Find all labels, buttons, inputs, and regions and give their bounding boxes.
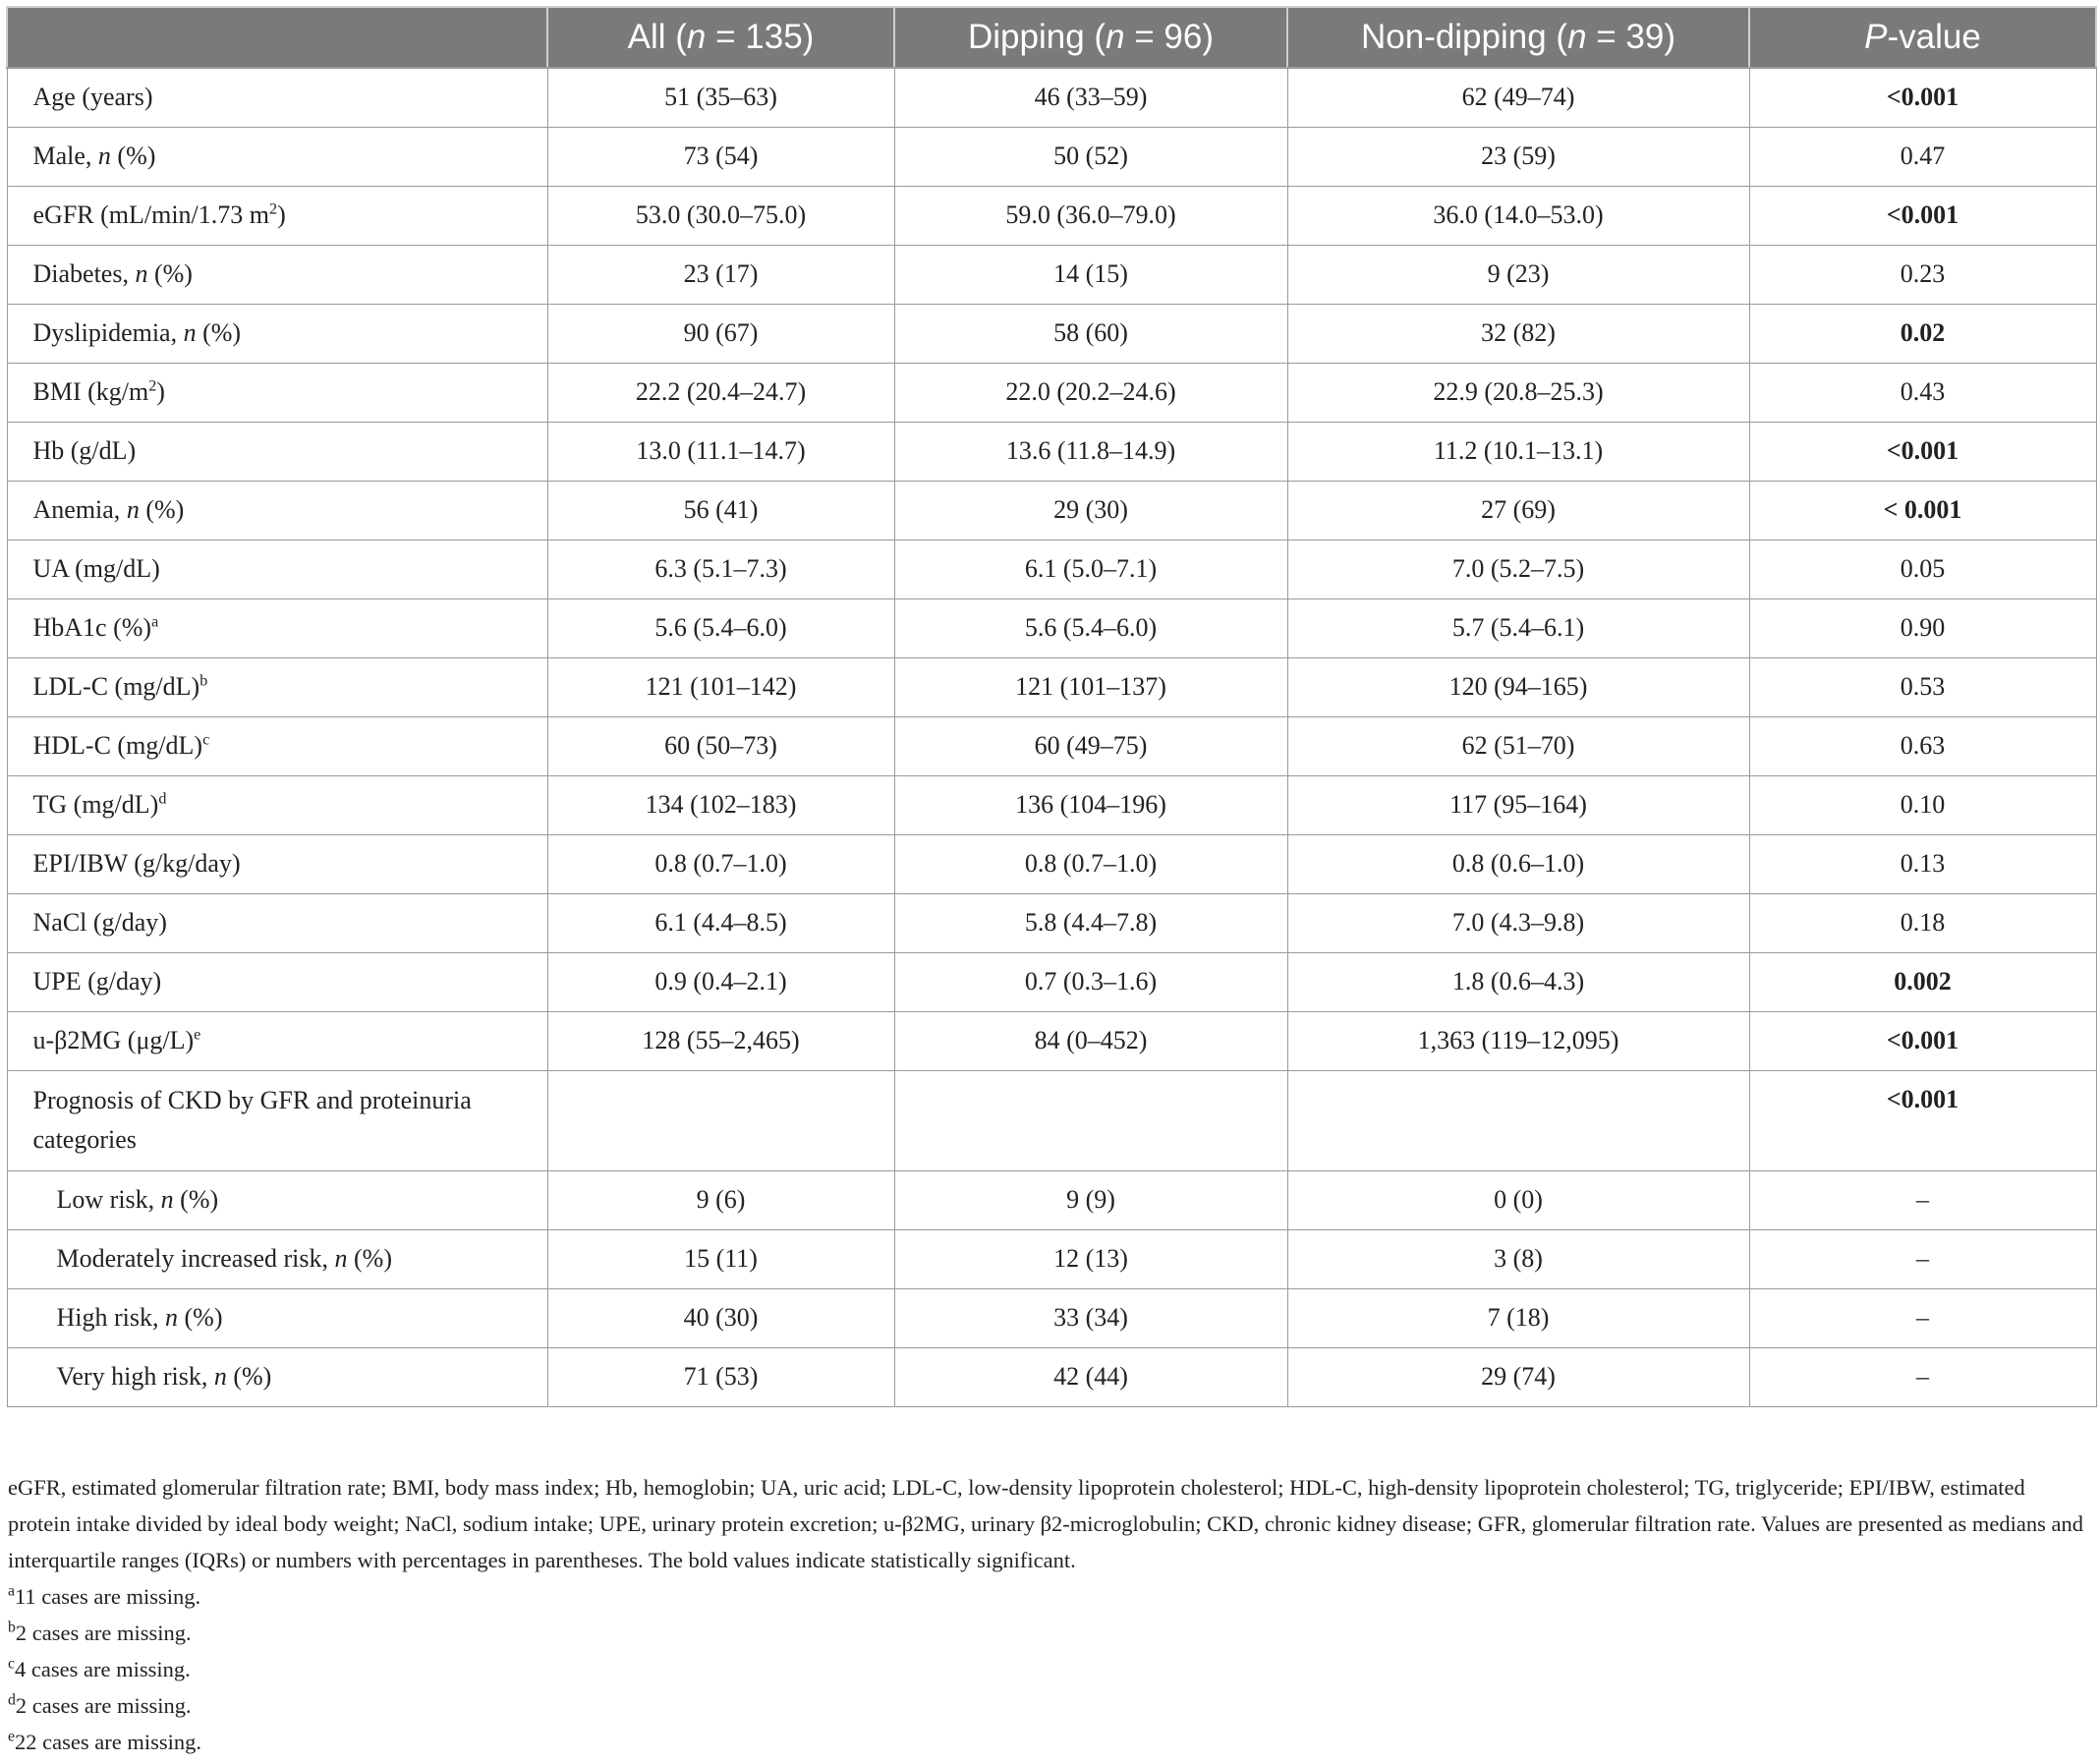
value-dipping: 14 (15) bbox=[894, 245, 1287, 304]
row-label: LDL-C $(mg/dL)^b$ bbox=[7, 657, 547, 716]
p-value: <0.001 bbox=[1749, 1070, 2096, 1170]
footnote-text: 2 cases are missing. bbox=[15, 1621, 192, 1645]
p-value: 0.53 bbox=[1749, 657, 2096, 716]
value-dipping: 58 (60) bbox=[894, 304, 1287, 363]
header-non-dipping: Non-dipping (n = 39) bbox=[1287, 7, 1749, 68]
value-all: 40 (30) bbox=[547, 1288, 894, 1347]
row-label: TG $(mg/dL)^d$ bbox=[7, 775, 547, 834]
table-row bbox=[7, 1070, 2096, 1170]
row-label: UPE (g/day) bbox=[7, 952, 547, 1011]
table-row bbox=[7, 834, 2096, 893]
p-value: 0.02 bbox=[1749, 304, 2096, 363]
row-label: HDL-C $(mg/dL)^c$ bbox=[7, 716, 547, 775]
value-non-dipping: 62 (49–74) bbox=[1287, 68, 1749, 127]
value-non-dipping: 1,363 (119–12,095) bbox=[1287, 1011, 1749, 1070]
footnote-text: 2 cases are missing. bbox=[15, 1693, 192, 1718]
value-non-dipping: 11.2 (10.1–13.1) bbox=[1287, 422, 1749, 481]
footnote bbox=[8, 1615, 2089, 1651]
table-row bbox=[7, 363, 2096, 422]
value-non-dipping: 3 (8) bbox=[1287, 1229, 1749, 1288]
p-value: – bbox=[1749, 1229, 2096, 1288]
value-dipping: 5.6 (5.4–6.0) bbox=[894, 598, 1287, 657]
row-label: Hb (g/dL) bbox=[7, 422, 547, 481]
value-non-dipping: 22.9 (20.8–25.3) bbox=[1287, 363, 1749, 422]
table-container bbox=[6, 6, 2095, 1407]
table-row bbox=[7, 893, 2096, 952]
value-non-dipping: 9 (23) bbox=[1287, 245, 1749, 304]
value-all: 128 (55–2,465) bbox=[547, 1011, 894, 1070]
row-label: NaCl (g/day) bbox=[7, 893, 547, 952]
value-dipping: 22.0 (20.2–24.6) bbox=[894, 363, 1287, 422]
table-row bbox=[7, 1229, 2096, 1288]
value-non-dipping: 7.0 (5.2–7.5) bbox=[1287, 540, 1749, 598]
table-row bbox=[7, 245, 2096, 304]
row-label: EPI/IBW (g/kg/day) bbox=[7, 834, 547, 893]
p-value: 0.90 bbox=[1749, 598, 2096, 657]
value-non-dipping: 120 (94–165) bbox=[1287, 657, 1749, 716]
p-value: – bbox=[1749, 1347, 2096, 1406]
value-all: 5.6 (5.4–6.0) bbox=[547, 598, 894, 657]
value-all: 6.1 (4.4–8.5) bbox=[547, 893, 894, 952]
table-row bbox=[7, 657, 2096, 716]
value-non-dipping: 29 (74) bbox=[1287, 1347, 1749, 1406]
value-non-dipping: 23 (59) bbox=[1287, 127, 1749, 186]
value-non-dipping: 62 (51–70) bbox=[1287, 716, 1749, 775]
p-value: <0.001 bbox=[1749, 68, 2096, 127]
row-label: Male, n (%) bbox=[7, 127, 547, 186]
value-all: 56 (41) bbox=[547, 481, 894, 540]
value-dipping: 0.7 (0.3–1.6) bbox=[894, 952, 1287, 1011]
header-all: All (n = 135) bbox=[547, 7, 894, 68]
p-value: – bbox=[1749, 1288, 2096, 1347]
row-label: Dyslipidemia, n (%) bbox=[7, 304, 547, 363]
footnote bbox=[8, 1724, 2089, 1760]
value-all: 13.0 (11.1–14.7) bbox=[547, 422, 894, 481]
abbreviations-note: eGFR, estimated glomerular filtration rate; BMI, body mass index; Hb, hemoglobin; UA, uric acid; LDL-C, low-density lipoprotein cholesterol; HDL-C, high-density lipoprotein cholesterol; TG, triglyceride; EPI/IBW, estimated protein intake divided by ideal body weight; NaCl, sodium intake; UPE, urinary protein excretion; u-β2MG, urinary β2-microglobulin; CKD, chronic kidney disease; GFR, glomerular filtration rate. Values are presented as medians and interquartile ranges (IQRs) or numbers with percentages in parentheses. The bold values indicate statistically significant. bbox=[8, 1475, 2083, 1572]
row-label: Moderately increased risk, n (%) bbox=[7, 1229, 547, 1288]
p-value: 0.13 bbox=[1749, 834, 2096, 893]
value-non-dipping: 7 (18) bbox=[1287, 1288, 1749, 1347]
footnote-text: 22 cases are missing. bbox=[15, 1730, 201, 1754]
value-dipping: 59.0 (36.0–79.0) bbox=[894, 186, 1287, 245]
value-all: 134 (102–183) bbox=[547, 775, 894, 834]
footnote-mark: a bbox=[8, 1582, 15, 1600]
value-dipping bbox=[894, 1070, 1287, 1170]
value-non-dipping: 117 (95–164) bbox=[1287, 775, 1749, 834]
value-dipping: 6.1 (5.0–7.1) bbox=[894, 540, 1287, 598]
row-label: HbA1c (%)$^a$ bbox=[7, 598, 547, 657]
value-non-dipping: 7.0 (4.3–9.8) bbox=[1287, 893, 1749, 952]
value-all: 90 (67) bbox=[547, 304, 894, 363]
table-row bbox=[7, 1011, 2096, 1070]
value-all: 6.3 (5.1–7.3) bbox=[547, 540, 894, 598]
p-value: 0.10 bbox=[1749, 775, 2096, 834]
characteristics-table bbox=[6, 6, 2097, 1407]
p-value: <0.001 bbox=[1749, 1011, 2096, 1070]
value-non-dipping bbox=[1287, 1070, 1749, 1170]
table-row bbox=[7, 481, 2096, 540]
value-dipping: 42 (44) bbox=[894, 1347, 1287, 1406]
value-all: 0.8 (0.7–1.0) bbox=[547, 834, 894, 893]
p-value: 0.05 bbox=[1749, 540, 2096, 598]
value-dipping: 50 (52) bbox=[894, 127, 1287, 186]
value-dipping: 136 (104–196) bbox=[894, 775, 1287, 834]
table-row bbox=[7, 1347, 2096, 1406]
table-row bbox=[7, 716, 2096, 775]
row-label: Very high risk, n (%) bbox=[7, 1347, 547, 1406]
p-value: 0.43 bbox=[1749, 363, 2096, 422]
value-dipping: 0.8 (0.7–1.0) bbox=[894, 834, 1287, 893]
p-value: – bbox=[1749, 1170, 2096, 1229]
table-row bbox=[7, 775, 2096, 834]
value-all: 53.0 (30.0–75.0) bbox=[547, 186, 894, 245]
p-value: 0.23 bbox=[1749, 245, 2096, 304]
value-dipping: 5.8 (4.4–7.8) bbox=[894, 893, 1287, 952]
header-p-value: P-value bbox=[1749, 7, 2096, 68]
table-row bbox=[7, 952, 2096, 1011]
table-row bbox=[7, 598, 2096, 657]
row-label: High risk, n (%) bbox=[7, 1288, 547, 1347]
p-value: <0.001 bbox=[1749, 422, 2096, 481]
row-label: Anemia, n (%) bbox=[7, 481, 547, 540]
table-notes bbox=[8, 1469, 2089, 1760]
value-non-dipping: 1.8 (0.6–4.3) bbox=[1287, 952, 1749, 1011]
value-dipping: 46 (33–59) bbox=[894, 68, 1287, 127]
footnote bbox=[8, 1651, 2089, 1687]
p-value: 0.63 bbox=[1749, 716, 2096, 775]
value-dipping: 60 (49–75) bbox=[894, 716, 1287, 775]
value-non-dipping: 5.7 (5.4–6.1) bbox=[1287, 598, 1749, 657]
p-value: 0.47 bbox=[1749, 127, 2096, 186]
value-dipping: 121 (101–137) bbox=[894, 657, 1287, 716]
value-dipping: 84 (0–452) bbox=[894, 1011, 1287, 1070]
row-label: Age (years) bbox=[7, 68, 547, 127]
value-non-dipping: 0 (0) bbox=[1287, 1170, 1749, 1229]
row-label: u-β2MG $(\mu g/L)^e$ bbox=[7, 1011, 547, 1070]
p-value: < 0.001 bbox=[1749, 481, 2096, 540]
p-value: 0.002 bbox=[1749, 952, 2096, 1011]
value-all: 22.2 (20.4–24.7) bbox=[547, 363, 894, 422]
table-row bbox=[7, 68, 2096, 127]
footnote-mark: c bbox=[8, 1655, 15, 1673]
header-dipping: Dipping (n = 96) bbox=[894, 7, 1287, 68]
header-label-cell bbox=[7, 7, 547, 68]
footnote-mark: d bbox=[8, 1691, 16, 1709]
footnote bbox=[8, 1687, 2089, 1724]
table-row bbox=[7, 127, 2096, 186]
footnote-mark: b bbox=[8, 1619, 16, 1636]
value-all: 0.9 (0.4–2.1) bbox=[547, 952, 894, 1011]
value-dipping: 33 (34) bbox=[894, 1288, 1287, 1347]
footnote bbox=[8, 1578, 2089, 1615]
footnotes bbox=[8, 1578, 2089, 1760]
header-row bbox=[7, 7, 2096, 68]
value-all: 15 (11) bbox=[547, 1229, 894, 1288]
row-label: Prognosis of CKD by GFR and proteinuria categories bbox=[7, 1070, 547, 1170]
value-all bbox=[547, 1070, 894, 1170]
row-label: Diabetes, n (%) bbox=[7, 245, 547, 304]
value-non-dipping: 27 (69) bbox=[1287, 481, 1749, 540]
row-label: eGFR (mL/min/1.73 $m^2$) bbox=[7, 186, 547, 245]
row-label: BMI $(kg/m^2)$ bbox=[7, 363, 547, 422]
value-dipping: 13.6 (11.8–14.9) bbox=[894, 422, 1287, 481]
p-value: 0.18 bbox=[1749, 893, 2096, 952]
row-label: Low risk, n (%) bbox=[7, 1170, 547, 1229]
value-all: 71 (53) bbox=[547, 1347, 894, 1406]
value-all: 73 (54) bbox=[547, 127, 894, 186]
table-row bbox=[7, 422, 2096, 481]
footnote-text: 4 cases are missing. bbox=[15, 1657, 191, 1681]
table-row bbox=[7, 186, 2096, 245]
value-non-dipping: 0.8 (0.6–1.0) bbox=[1287, 834, 1749, 893]
row-label: UA (mg/dL) bbox=[7, 540, 547, 598]
value-non-dipping: 32 (82) bbox=[1287, 304, 1749, 363]
p-value: <0.001 bbox=[1749, 186, 2096, 245]
value-dipping: 12 (13) bbox=[894, 1229, 1287, 1288]
table-row bbox=[7, 540, 2096, 598]
value-dipping: 9 (9) bbox=[894, 1170, 1287, 1229]
value-all: 51 (35–63) bbox=[547, 68, 894, 127]
value-all: 60 (50–73) bbox=[547, 716, 894, 775]
value-all: 121 (101–142) bbox=[547, 657, 894, 716]
value-non-dipping: 36.0 (14.0–53.0) bbox=[1287, 186, 1749, 245]
table-row bbox=[7, 1288, 2096, 1347]
footnote-mark: e bbox=[8, 1728, 15, 1745]
table-row bbox=[7, 1170, 2096, 1229]
footnote-text: 11 cases are missing. bbox=[15, 1584, 201, 1609]
value-all: 23 (17) bbox=[547, 245, 894, 304]
table-row bbox=[7, 304, 2096, 363]
value-all: 9 (6) bbox=[547, 1170, 894, 1229]
value-dipping: 29 (30) bbox=[894, 481, 1287, 540]
